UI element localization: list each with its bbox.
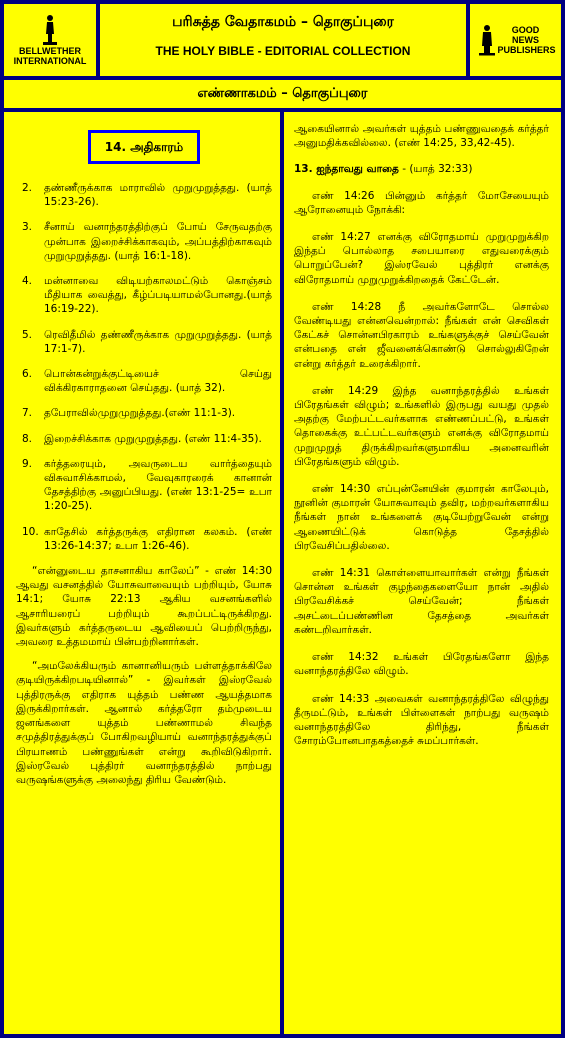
list-item-text: கர்த்தரையும், அவருடைய வார்த்தையும் விசுவாசிக்காமல், வேவுகாரரைக் கானான் தேசத்திற்கு அனுப்பியது. (எண் 13:1-25= உபா 1:20-25). — [44, 457, 272, 513]
section-heading-title: 13. ஐந்தாவது வாதை — [294, 163, 399, 176]
verse-entry: எண் 14:32 உங்கள் பிரேதங்களோ இந்த வனாந்தரத்திலே விழும். — [294, 651, 549, 678]
list-item — [16, 181, 272, 209]
list-item — [16, 274, 272, 317]
list-item-number: 9. — [22, 457, 33, 470]
chapter-heading: 14. அதிகாரம் — [88, 130, 200, 164]
list-item-number: 8. — [22, 432, 33, 445]
verse-entry: எண் 14:30 எப்புன்னேயின் குமாரன் காலேபும், நூனின் குமாரன் யோசுவாவும் தவிர, மற்றவர்களாகிய நீங்கள் நான் உங்களைக் குடியேற்றுவேன் என்று ஆணையிட்டுக் கொடுத்த தேசத்தில் பிரவேசிப்பதில்லை. — [294, 483, 549, 552]
list-item — [16, 406, 272, 420]
verse-entry: எண் 14:31 கொள்ளையாவார்கள் என்று நீங்கள் சொன்ன உங்கள் குழந்தைகளையோ நான் அதில் பிரவேசிக்கச் செய்வேன்; நீங்கள் அசட்டைப்பண்ணின தேசத்தை அவர்கள் கண்டறிவார்கள். — [294, 567, 549, 636]
list-item — [16, 525, 272, 553]
list-item — [16, 328, 272, 356]
verse-entries — [294, 189, 549, 749]
list-item-text: ரெவிதீமில் தண்ணீருக்காக முறுமுறுத்தது. (யாத் 17:1-7). — [44, 328, 272, 355]
list-item-number: 10. — [22, 525, 39, 538]
verse-entry: எண் 14:33 அவைகள் வனாந்தரத்திலே விழுந்து தீருமட்டும், உங்கள் பிள்ளைகள் நாற்பது வருஷம் வனாந்தரத்திலே திரிந்து, நீங்கள் சோரம்போனபாதகத்தைச் சுமப்பார்கள். — [294, 692, 549, 748]
list-item-number: 7. — [22, 407, 33, 420]
list-item — [16, 220, 272, 263]
verse-entry: எண் 14:26 பின்னும் கர்த்தர் மோசேயையும் ஆரோனையும் நோக்கி: — [294, 189, 549, 216]
left-logo — [4, 4, 96, 76]
list-item — [16, 367, 272, 395]
publisher-figure-icon — [478, 24, 496, 56]
list-item-number: 4. — [22, 275, 33, 288]
title-english: THE HOLY BIBLE - EDITORIAL COLLECTION — [155, 44, 411, 58]
list-item-text: தபேராவில்முறுமுறுத்தது.(எண் 11:1-3). — [44, 407, 236, 420]
header-title-box — [100, 4, 466, 76]
paragraph-amalekites: “அமலேக்கியரும் கானானியரும் பள்ளத்தாக்கிலே குடியிருக்கிறபடியினால்” - இவர்கள் இஸ்ரவேல் புத்திரருக்கு எதிராக யுத்தம் பண்ண ஆயத்தமாக இருக்கிறார்கள். ஆனால் கர்த்தரோ தம்முடைய ஜனங்களை யுத்தம் பண்ணாமல் சிவந்த சமுத்திரத்துக்குப் போகிறவழியாய் வனாந்தரத்துக்குப் பிரயாணம் பண்ணுங்கள் என்று கூறிவிடுகிறார். இஸ்ரவேல் புத்திரர் வனாந்தரத்தில் நாற்பது வருஷங்களுக்கு அலைந்து திரிய வேண்டும். — [16, 660, 272, 786]
list-item-number: 5. — [22, 328, 33, 341]
list-item-text: தண்ணீருக்காக மாராவில் முறுமுறுத்தது. (யாத் 15:23-26). — [44, 182, 272, 209]
right-intro: ஆகையினால் அவர்கள் யுத்தம் பண்ணுவதைக் கர்த்தர் அனுமதிக்கவில்லை. (எண் 14:25, 33,42-45). — [294, 123, 549, 150]
title-tamil: பரிசுத்த வேதாகமம் – தொகுப்புரை — [172, 14, 394, 30]
paragraph-caleb: “என்னுடைய தாசனாகிய காலேப்” - எண் 14:30 ஆவது வசனத்தில் யோசுவாவையும் பற்றியும், யோசு 14:1; யோசு 22:13 ஆகிய வசனங்களில் ஆசாரியரைப் பற்றியும் கூறப்பட்டிருக்கிறது. இவர்களும் கர்த்தருடைய ஆவியைப் பெற்றிருந்து, அவரை உத்தமமாய் பின்பற்றினார்கள். — [16, 565, 272, 649]
list-item — [16, 457, 272, 514]
verse-entry: எண் 14:28 நீ அவர்களோடே சொல்ல வேண்டியது என்னவென்றால்: நீங்கள் என் செவிகள் கேட்கச் சொன்னபிரகாரம் உங்களுக்குச் செய்வேன் என்பதை என் ஜீவனைக்கொண்டு சொல்லுகிறேன் என்று கர்த்தர் உரைக்கிறார். — [294, 300, 549, 370]
left-logo-text: BELLWETHER INTERNATIONAL — [13, 46, 87, 66]
list-item-text: பொன்கன்றுக்குட்டியைச் செய்து விக்கிரகாராதனை செய்தது. (யாத் 32). — [44, 368, 272, 395]
section-heading-ref: - (யாத் 32:33) — [398, 163, 473, 176]
book-title-bar: எண்ணாகமம் – தொகுப்புரை — [4, 80, 561, 108]
section-heading-13 — [294, 162, 549, 176]
list-item-number: 6. — [22, 368, 33, 381]
list-item-text: காதேசில் கர்த்தருக்கு எதிரான கலகம். (எண் 13:26-14:37; உபா 1:26-46). — [44, 525, 272, 552]
numbered-list — [16, 181, 272, 553]
list-item-number: 2. — [22, 182, 33, 194]
list-item-number: 3. — [22, 221, 33, 234]
right-column — [284, 112, 561, 1034]
bellwether-figure-icon — [41, 14, 59, 46]
verse-entry: எண் 14:27 எனக்கு விரோதமாய் முறுமுறுக்கிற இந்தப் பொல்லாத சபையாரை எதுவரைக்கும் பொறுப்பேன்? இஸ்ரவேல் புத்திரர் எனக்கு விரோதமாய் முறுமுறுக்கிறதைக் கேட்டேன். — [294, 231, 549, 286]
list-item — [16, 432, 272, 446]
list-item-text: சீனாய் வனாந்தரத்திற்குப் போய் சேருவதற்கு முன்பாக இறைச்சிக்காகவும், அப்பத்திற்காகவும் முறுமுறுத்தது. (யாத் 16:1-18). — [44, 221, 272, 262]
left-column — [4, 112, 280, 1034]
right-logo-text: GOOD NEWS PUBLISHERS — [497, 25, 556, 55]
list-item-text: இறைச்சிக்காக முறுமுறுத்தது. (எண் 11:4-35). — [44, 432, 262, 445]
verse-entry: எண் 14:29 இந்த வனாந்தரத்தில் உங்கள் பிரேதங்கள் விழும்; உங்களில் இருபது வயது முதல் அதற்கு மேற்பட்டவர்களாக எண்ணப்பட்டு, உங்கள் தொகைக்கு உட்பட்டவர்களும் எனக்கு விரோதமாய் முறுமுறுத் திருக்கிறவர்களுமாகிய அனைவரின் பிரேதங்களும் விழும். — [294, 384, 549, 468]
list-item-text: மன்னாவை விடியற்காலமட்டும் கொஞ்சம் மீதியாக வைத்து, கீழ்ப்படியாமல்போனது.(யாத் 16:19-22). — [44, 275, 272, 316]
right-logo — [470, 4, 561, 76]
